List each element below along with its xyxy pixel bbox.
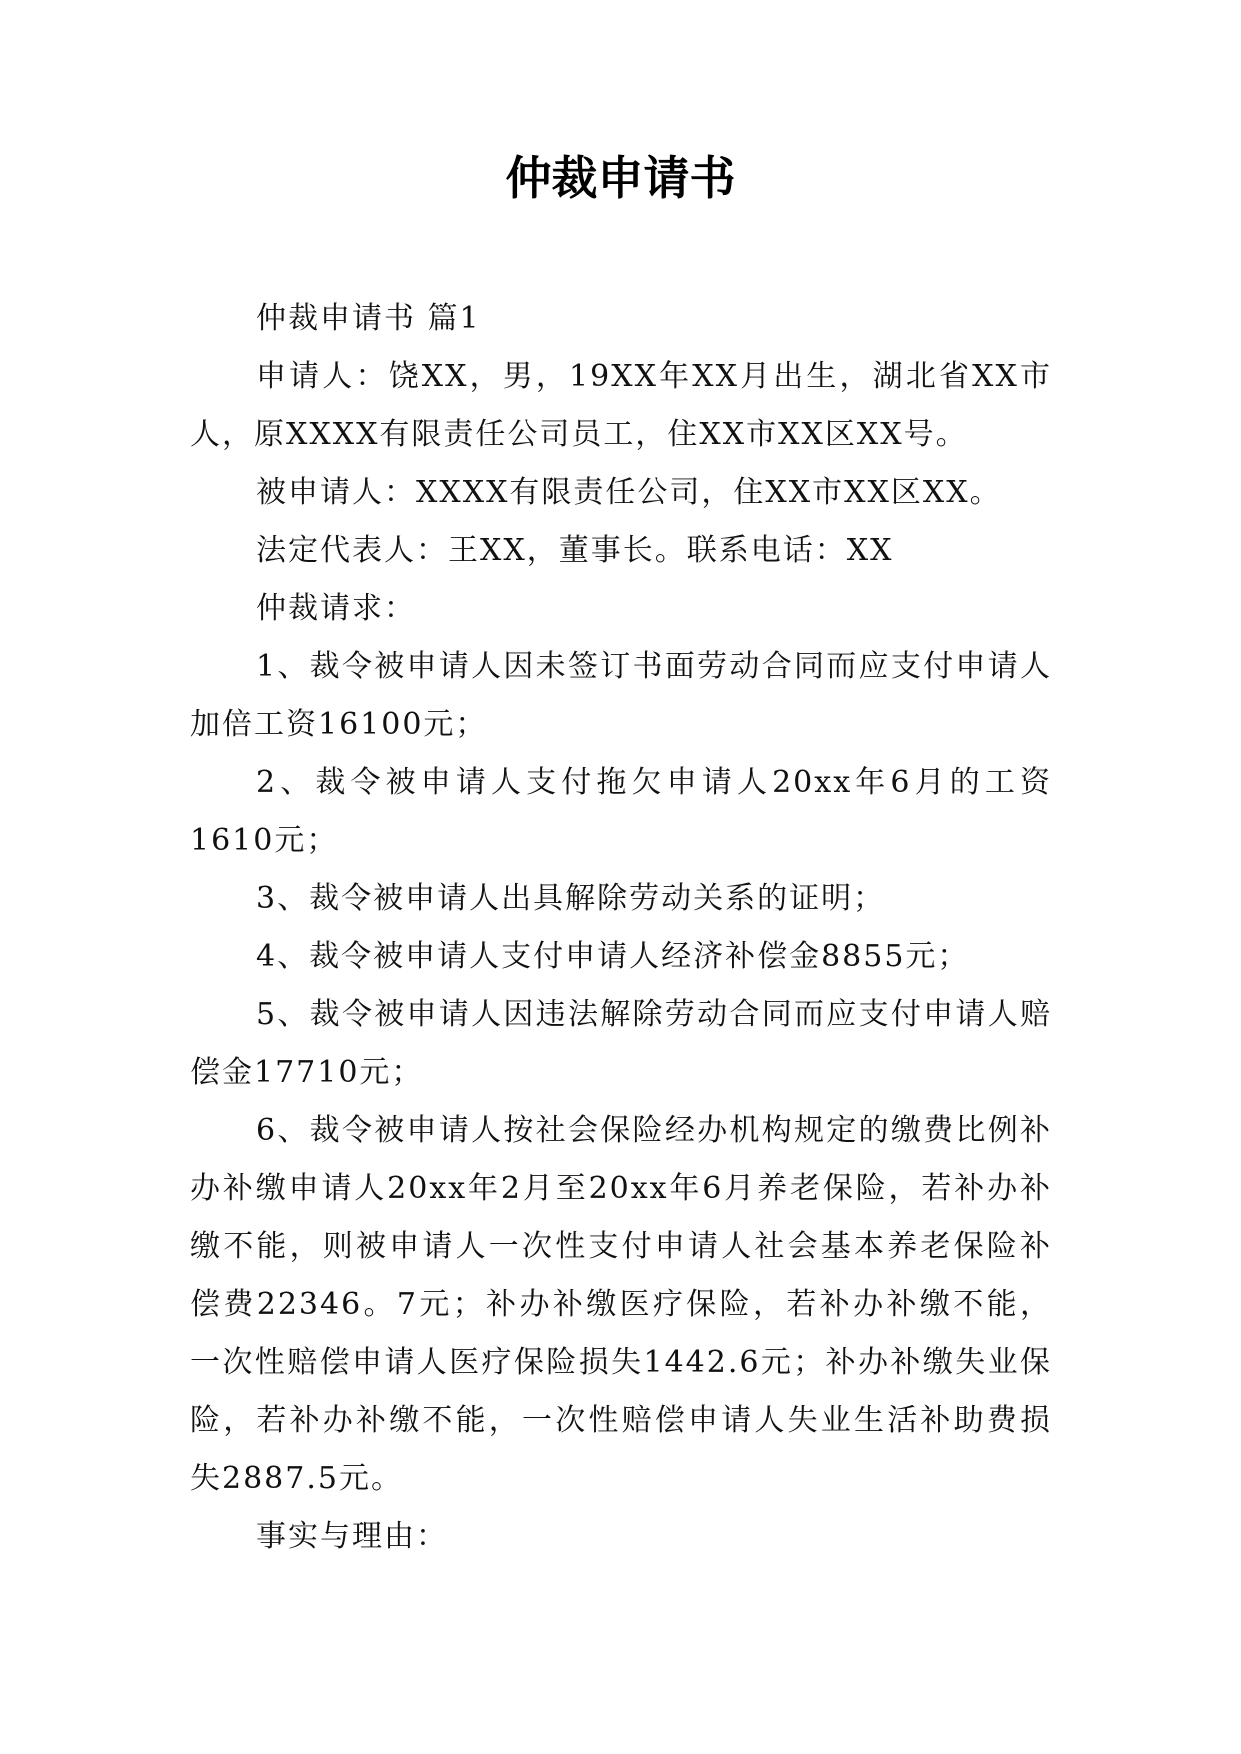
- facts-reasons-heading: 事实与理由：: [256, 1519, 448, 1554]
- document-body: [190, 290, 1052, 1566]
- claim-item-1: 1、裁令被申请人因未签订书面劳动合同而应支付申请人加倍工资16100元；: [190, 649, 1052, 742]
- claim-item-2: 2、裁令被申请人支付拖欠申请人20xx年6月的工资1610元；: [190, 765, 1052, 858]
- claim-item-4: 4、裁令被申请人支付申请人经济补偿金8855元；: [256, 939, 970, 974]
- respondent-paragraph: 被申请人：XXXX有限责任公司，住XX市XX区XX。: [256, 475, 1002, 510]
- claim-item-6: 6、裁令被申请人按社会保险经办机构规定的缴费比例补办补缴申请人20xx年2月至20xx年6月养老保险，若补办补缴不能，则被申请人一次性支付申请人社会基本养老保险补偿费22346。7元；补办补缴医疗保险，若补办补缴不能，一次性赔偿申请人医疗保险损失1442.6元；补办补缴失业保险，若补办补缴不能，一次性赔偿申请人失业生活补助费损失2887.5元。: [190, 1113, 1052, 1496]
- claim-item-3: 3、裁令被申请人出具解除劳动关系的证明；: [256, 881, 886, 916]
- claim-item-5: 5、裁令被申请人因违法解除劳动合同而应支付申请人赔偿金17710元；: [190, 997, 1052, 1090]
- document-title: 仲裁申请书: [505, 151, 736, 205]
- claims-heading: 仲裁请求：: [256, 591, 416, 626]
- section-heading: 仲裁申请书 篇1: [256, 301, 481, 336]
- applicant-paragraph: 申请人：饶XX，男，19XX年XX月出生，湖北省XX市人，原XXXX有限责任公司员工，住XX市XX区XX号。: [190, 359, 1052, 452]
- legal-representative-paragraph: 法定代表人：王XX，董事长。联系电话：XX: [256, 533, 894, 568]
